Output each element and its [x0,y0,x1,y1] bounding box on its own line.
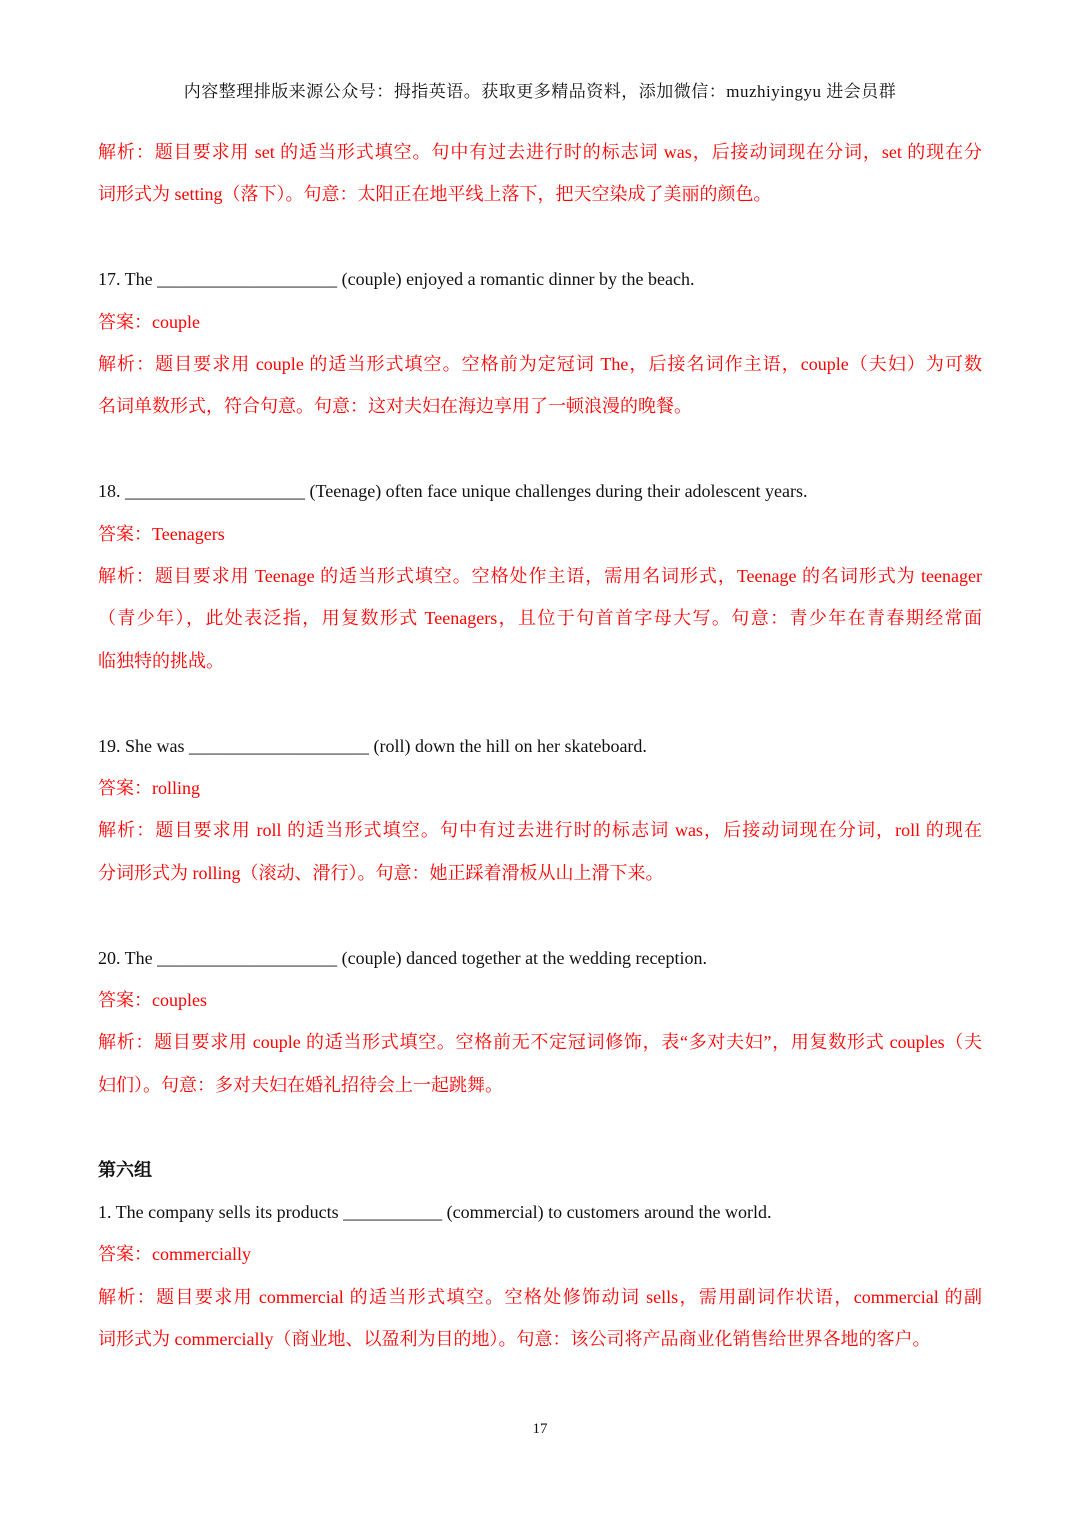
q20-explanation-line-1: 解析：题目要求用 couple 的适当形式填空。空格前无不定冠词修饰，表“多对夫妇”，用复数形式 couples（夫 [98,1032,982,1053]
q19-block [98,725,982,895]
q18-block [98,470,982,682]
q19-question: 19. She was ____________________ (roll) down the hill on her skateboard. [98,735,647,756]
q18-explanation-line-1: 解析：题目要求用 Teenage 的适当形式填空。空格处作主语，需用名词形式，Teenage 的名词形式为 teenager [98,566,982,587]
group-6-block [98,1149,982,1361]
group-6-title: 第六组 [98,1159,152,1180]
q17-explanation-line-2: 名词单数形式，符合句意。句意：这对夫妇在海边享用了一顿浪漫的晚餐。 [98,396,692,417]
q16-explanation-line-1: 解析：题目要求用 set 的适当形式填空。句中有过去进行时的标志词 was，后接动词现在分词，set 的现在分 [98,142,982,162]
q19-explanation-line-2: 分词形式为 rolling（滚动、滑行）。句意：她正踩着滑板从山上滑下来。 [98,862,664,883]
q18-answer: 答案：Teenagers [98,523,225,544]
q17-answer: 答案：couple [98,311,200,332]
q17-question: 17. The ____________________ (couple) enjoyed a romantic dinner by the beach. [98,269,695,290]
g6-q1-explanation-line-1: 解析：题目要求用 commercial 的适当形式填空。空格处修饰动词 sells，需用副词作状语，commercial 的副 [98,1286,982,1307]
q20-answer: 答案：couples [98,990,207,1011]
q16-block [98,131,982,216]
q20-block [98,937,982,1107]
q16-explanation-line-2: 词形式为 setting（落下）。句意：太阳正在地平线上落下，把天空染成了美丽的颜色。 [98,184,772,205]
g6-q1-answer: 答案：commercially [98,1244,251,1265]
q18-explanation-line-3: 临独特的挑战。 [98,650,224,671]
q18-question: 18. ____________________ (Teenage) often face unique challenges during their adolescent years. [98,481,808,502]
q20-explanation-line-2: 妇们）。句意：多对夫妇在婚礼招待会上一起跳舞。 [98,1074,503,1095]
document-body [98,131,982,1361]
g6-q1-question: 1. The company sells its products ___________ (commercial) to customers around the world. [98,1202,772,1223]
page-header: 内容整理排版来源公众号：拇指英语。获取更多精品资料，添加微信：muzhiyingyu 进会员群 [183,82,897,101]
g6-q1-explanation-line-2: 词形式为 commercially（商业地、以盈利为目的地）。句意：该公司将产品商业化销售给世界各地的客户。 [98,1329,931,1350]
q17-explanation-line-1: 解析：题目要求用 couple 的适当形式填空。空格前为定冠词 The，后接名词作主语，couple（夫妇）为可数 [98,354,982,375]
q17-block [98,258,982,428]
q19-explanation-line-1: 解析：题目要求用 roll 的适当形式填空。句中有过去进行时的标志词 was，后接动词现在分词，roll 的现在 [98,820,982,841]
q18-explanation-line-2: （青少年），此处表泛指，用复数形式 Teenagers，且位于句首首字母大写。句意：青少年在青春期经常面 [98,608,982,629]
page-number: 17 [532,1421,548,1437]
q20-question: 20. The ____________________ (couple) danced together at the wedding reception. [98,947,708,968]
q19-answer: 答案：rolling [98,778,200,799]
